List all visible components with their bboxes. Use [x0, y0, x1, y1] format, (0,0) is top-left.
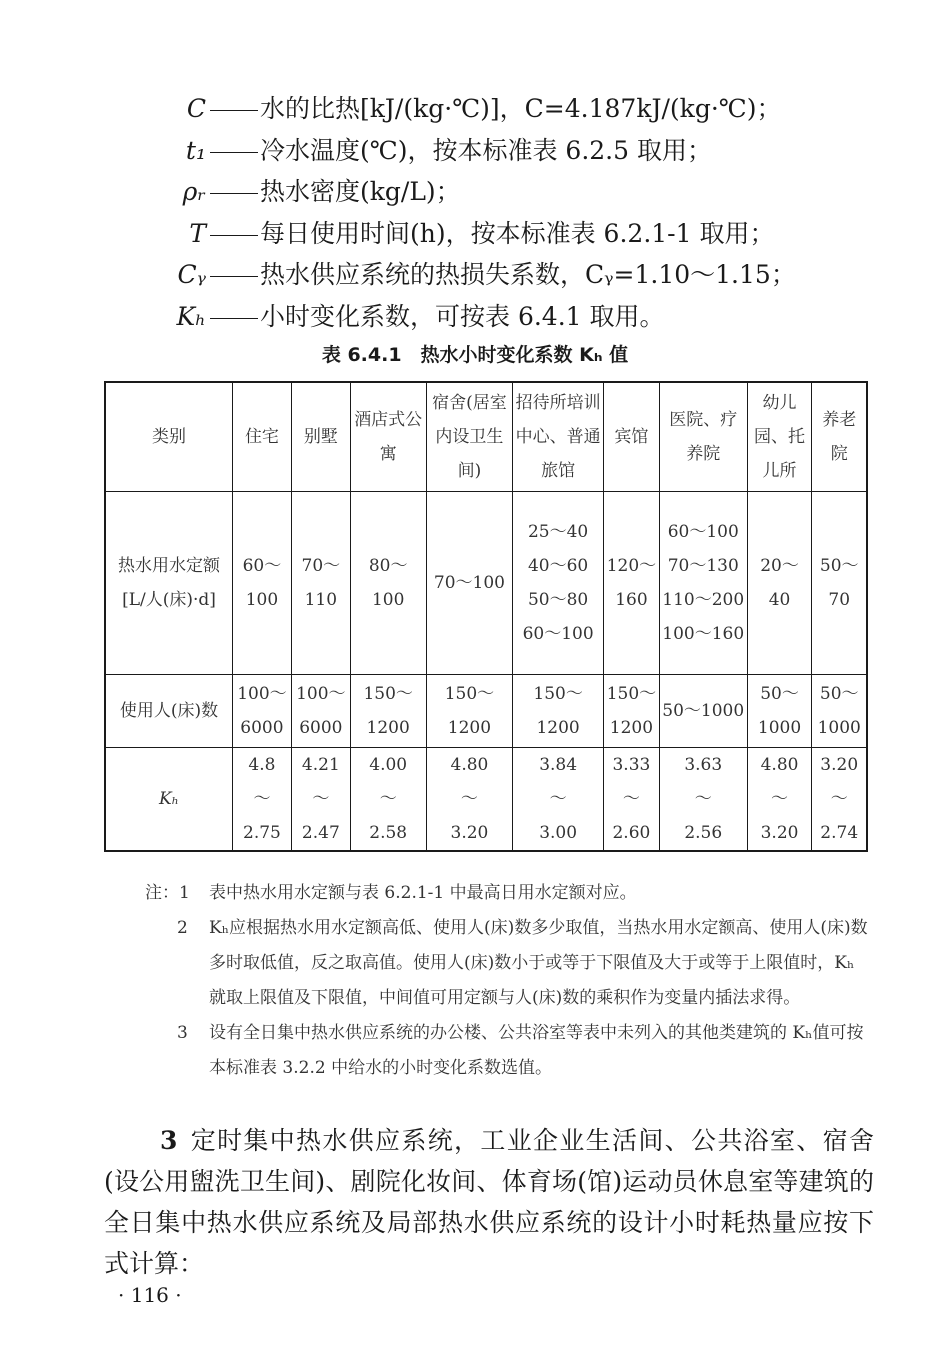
header-cell: 宿舍(居室内设卫生间): [426, 382, 513, 492]
header-cell: 别墅: [291, 382, 350, 492]
definition-rho: ρᵣ 热水密度(kg/L)；: [182, 177, 461, 206]
table-cell: 50～1000: [659, 675, 747, 748]
table-cell: 50～70: [812, 492, 867, 675]
table-header-row: [105, 382, 867, 492]
table-cell: 3.33 ～ 2.60: [603, 748, 659, 852]
page-number: · 116 ·: [118, 1283, 182, 1307]
header-cell: 住宅: [232, 382, 291, 492]
table-cell: 50～1000: [747, 675, 812, 748]
header-cell: 养老院: [812, 382, 867, 492]
table-cell: 4.00 ～ 2.58: [350, 748, 426, 852]
table-cell: 50～1000: [812, 675, 867, 748]
note-item: 2 Kₕ应根据热水用水定额高低、使用人(床)数多少取值，当热水用水定额高、使用人(床)数多时取低值，反之取高值。使用人(床)数小于或等于下限值及大于或等于上限值时，Kₕ就取上限值及下限值，中间值可用定额与人(床)数的乘积作为变量内插法求得。: [177, 918, 868, 1008]
row-label: Kₕ: [105, 748, 232, 852]
header-cell: 医院、疗养院: [659, 382, 747, 492]
symbol-definitions: [168, 88, 796, 337]
table-cell: 150～1200: [426, 675, 513, 748]
table-cell: 60～100: [232, 492, 291, 675]
kh-table: [104, 381, 868, 852]
table-cell: 4.21 ～ 2.47: [291, 748, 350, 852]
definition-c: C 水的比热[kJ/(kg·℃)]，C=4.187kJ/(kg·℃)；: [186, 94, 782, 123]
table-cell: 25～40 40～60 50～80 60～100: [513, 492, 604, 675]
table-title: 表 6.4.1 热水小时变化系数 Kₕ 值: [321, 344, 629, 366]
table-cell: 4.80 ～ 3.20: [426, 748, 513, 852]
table-cell: 4.8 ～ 2.75: [232, 748, 291, 852]
definition-t1: t₁ 冷水温度(℃)，按本标准表 6.2.5 取用；: [185, 135, 712, 165]
table-cell: 3.20 ～ 2.74: [812, 748, 867, 852]
table-cell: 60～100 70～130 110～200 100～160: [659, 492, 747, 675]
table-row-quota: [105, 492, 867, 675]
header-cell: 宾馆: [603, 382, 659, 492]
table-cell: 80～100: [350, 492, 426, 675]
table-cell: 120～160: [603, 492, 659, 675]
row-label: 使用人(床)数: [105, 675, 232, 748]
header-cell: 酒店式公寓: [350, 382, 426, 492]
row-label: 热水用水定额[L/人(床)·d]: [105, 492, 232, 675]
table-cell: 3.84 ～ 3.00: [513, 748, 604, 852]
table-cell: 150～1200: [603, 675, 659, 748]
header-cell: 类别: [105, 382, 232, 492]
table-cell: 150～1200: [513, 675, 604, 748]
table-cell: 4.80 ～ 3.20: [747, 748, 812, 852]
table-cell: 70～110: [291, 492, 350, 675]
body-paragraph: 3 定时集中热水供应系统，工业企业生活间、公共浴室、宿舍(设公用盥洗卫生间)、剧院化妆间、体育场(馆)运动员休息室等建筑的全日集中热水供应系统及局部热水供应系统的设计小时耗热量应按下式计算：: [104, 1126, 874, 1278]
table-row-users: [105, 675, 867, 748]
header-cell: 招待所培训中心、普通旅馆: [513, 382, 604, 492]
table-cell: 70～100: [426, 492, 513, 675]
definition-cy: Cᵧ 热水供应系统的热损失系数，Cᵧ=1.10～1.15；: [177, 260, 796, 289]
definition-t: T 每日使用时间(h)，按本标准表 6.2.1-1 取用；: [189, 218, 775, 248]
table-cell: 100～6000: [232, 675, 291, 748]
note-item: 3 设有全日集中热水供应系统的办公楼、公共浴室等表中未列入的其他类建筑的 Kₕ值可按本标准表 3.2.2 中给水的小时变化系数选值。: [177, 1023, 864, 1078]
definition-kh: Kₕ 小时变化系数，可按表 6.4.1 取用。: [176, 301, 665, 331]
table-cell: 100～6000: [291, 675, 350, 748]
table-row-kh: [105, 748, 867, 852]
table-cell: 3.63 ～ 2.56: [659, 748, 747, 852]
table-notes: [145, 876, 870, 1086]
table-cell: 150～1200: [350, 675, 426, 748]
note-item: 注：1 表中热水用水定额与表 6.2.1-1 中最高日用水定额对应。: [145, 883, 637, 903]
table-cell: 20～40: [747, 492, 812, 675]
header-cell: 幼儿园、托儿所: [747, 382, 812, 492]
